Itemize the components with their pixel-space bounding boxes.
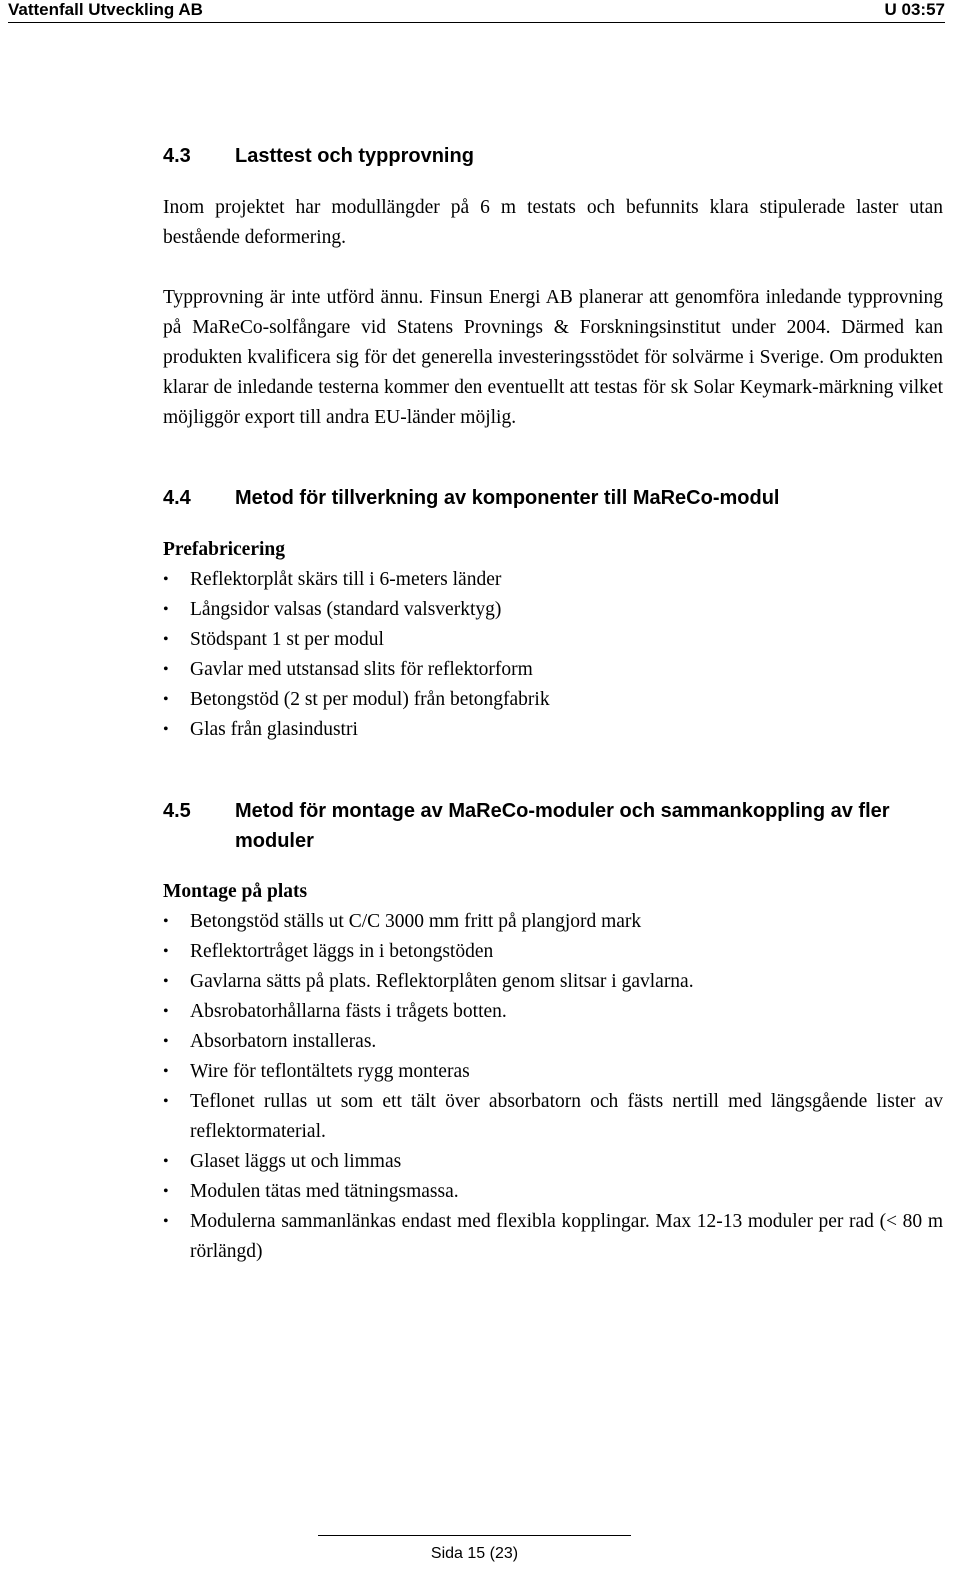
- section-number: 4.3: [163, 145, 191, 167]
- list-item-text: Långsidor valsas (standard valsverktyg): [190, 599, 502, 620]
- subheading-prefabricering: Prefabricering: [163, 539, 286, 560]
- prefabricering-list: [163, 565, 943, 745]
- section-title: Lasttest och typprovning: [235, 145, 474, 167]
- list-item: [163, 907, 943, 937]
- list-item-text: Betongstöd ställs ut C/C 3000 mm fritt på plangjord mark: [190, 911, 642, 932]
- list-item: [163, 655, 943, 685]
- bullet-icon: •: [163, 661, 169, 678]
- list-item: [163, 565, 943, 595]
- bullet-icon: •: [163, 973, 169, 990]
- list-item-text: Modulerna sammanlänkas endast med flexibla kopplingar. Max 12-13 moduler per rad (< 80 m rörlängd): [190, 1211, 943, 1262]
- list-item: [163, 715, 943, 745]
- list-item-text: Teflonet rullas ut som ett tält över absorbatorn och fästs nertill med längsgående lister av reflektormaterial.: [190, 1091, 943, 1142]
- company-name: Vattenfall Utveckling AB: [8, 0, 203, 19]
- bullet-icon: •: [163, 631, 169, 648]
- list-item: [163, 967, 943, 997]
- section-number: 4.5: [163, 800, 191, 822]
- list-item: [163, 1147, 943, 1177]
- montage-list: [163, 907, 943, 1267]
- section-heading-4-4: [163, 483, 946, 513]
- section-number: 4.4: [163, 487, 191, 509]
- list-item-text: Absrobatorhållarna fästs i trågets botten.: [190, 1001, 507, 1022]
- paragraph-modullangder: Inom projektet har modullängder på 6 m testats och befunnits klara stipulerade laster utan bestående deformering.: [163, 197, 943, 248]
- list-item-text: Glas från glasindustri: [190, 719, 358, 740]
- page-header: [8, 0, 945, 23]
- list-item-text: Modulen tätas med tätningsmassa.: [190, 1181, 459, 1202]
- list-item: [163, 1027, 943, 1057]
- bullet-icon: •: [163, 1033, 169, 1050]
- bullet-icon: •: [163, 691, 169, 708]
- page-number: Sida 15 (23): [430, 1545, 519, 1562]
- bullet-icon: •: [163, 1153, 169, 1170]
- bullet-icon: •: [163, 1063, 169, 1080]
- bullet-icon: •: [163, 1003, 169, 1020]
- bullet-icon: •: [163, 721, 169, 738]
- list-item-text: Gavlar med utstansad slits för reflektorform: [190, 659, 533, 680]
- section-heading-4-3: [163, 141, 946, 171]
- list-item-text: Reflektorplåt skärs till i 6-meters länder: [190, 569, 502, 590]
- list-item-text: Stödspant 1 st per modul: [190, 629, 384, 650]
- bullet-icon: •: [163, 571, 169, 588]
- list-item-text: Reflektortråget läggs in i betongstöden: [190, 941, 494, 962]
- section-title: Metod för montage av MaReCo-moduler och sammankoppling av fler moduler: [235, 800, 890, 852]
- list-item-text: Glaset läggs ut och limmas: [190, 1151, 402, 1172]
- list-item: [163, 937, 943, 967]
- list-item-text: Gavlarna sätts på plats. Reflektorplåten genom slitsar i gavlarna.: [190, 971, 694, 992]
- list-item-text: Betongstöd (2 st per modul) från betongfabrik: [190, 689, 550, 710]
- list-item: [163, 1087, 943, 1147]
- footer-divider: [318, 1535, 631, 1536]
- bullet-icon: •: [163, 1213, 169, 1230]
- list-item-text: Wire för teflontältets rygg monteras: [190, 1061, 470, 1082]
- subheading-montage: Montage på plats: [163, 881, 308, 902]
- bullet-icon: •: [163, 601, 169, 618]
- list-item: [163, 625, 943, 655]
- paragraph-typprovning: Typprovning är inte utförd ännu. Finsun Energi AB planerar att genomföra inledande typprovning på MaReCo-solfångare vid Statens Provnings & Forskningsinstitut under 2004. Därmed kan produkten kvalificera sig för det generella investeringsstödet för solvärme i Sverige. Om produkten klarar de inledande testerna kommer den eventuellt att testas för sk Solar Keymark-märkning vilket möjliggör export till andra EU-länder möjlig.: [163, 287, 943, 428]
- bullet-icon: •: [163, 1093, 169, 1110]
- document-code: U 03:57: [884, 0, 945, 19]
- list-item: [163, 1057, 943, 1087]
- section-heading-4-5: [163, 796, 946, 856]
- section-title: Metod för tillverkning av komponenter till MaReCo-modul: [235, 487, 780, 509]
- list-item: [163, 997, 943, 1027]
- list-item-text: Absorbatorn installeras.: [190, 1031, 377, 1052]
- bullet-icon: •: [163, 1183, 169, 1200]
- bullet-icon: •: [163, 913, 169, 930]
- list-item: [163, 1177, 943, 1207]
- list-item: [163, 595, 943, 625]
- bullet-icon: •: [163, 943, 169, 960]
- list-item: [163, 1207, 943, 1267]
- list-item: [163, 685, 943, 715]
